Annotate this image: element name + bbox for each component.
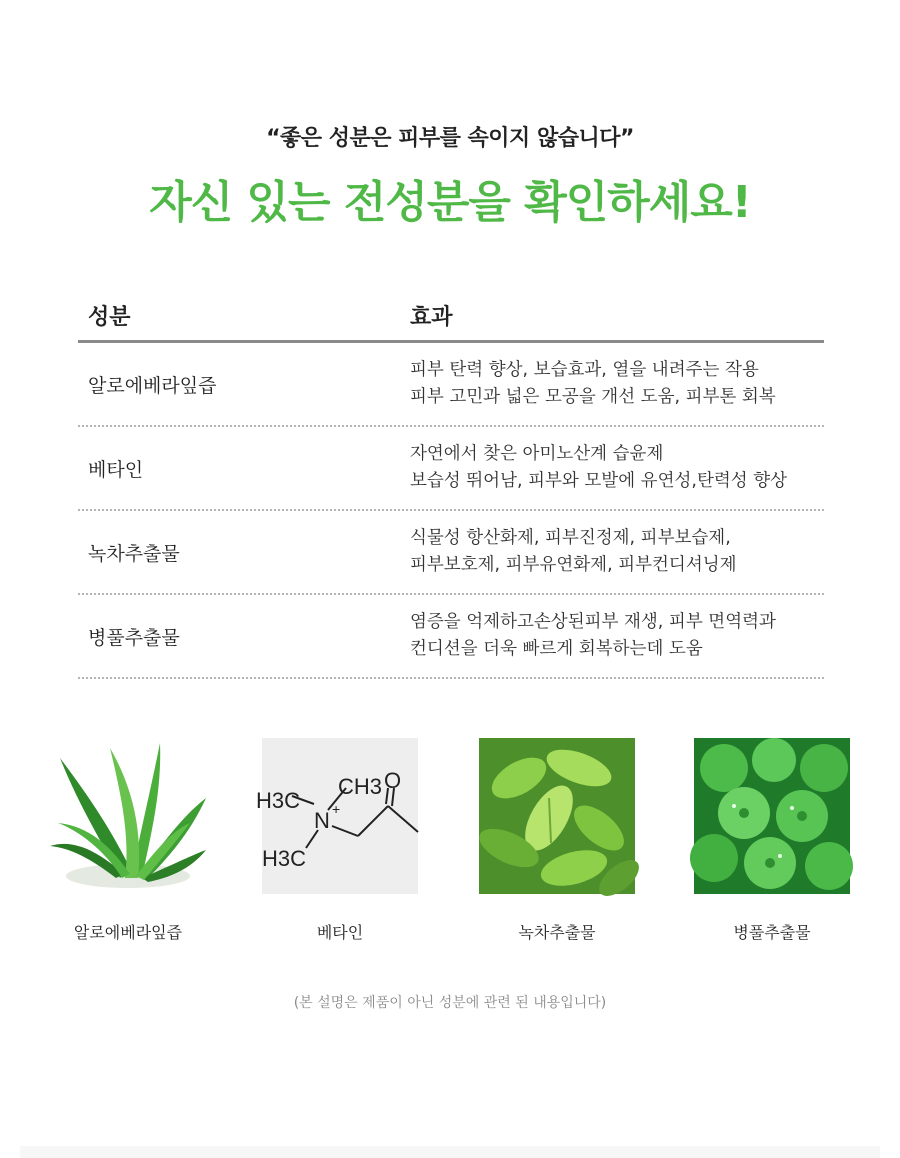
table-header (78, 300, 824, 343)
ingredient-effect (410, 441, 787, 495)
effect-line: 피부 탄력 향상, 보습효과, 열을 내려주는 작용 (410, 360, 759, 380)
ingredient-name: 알로에베라잎즙 (88, 374, 217, 397)
table-row (78, 343, 824, 427)
ingredient-table (78, 300, 824, 679)
gallery-caption: 알로에베라잎즙 (73, 923, 183, 942)
ingredient-name: 병풀추출물 (88, 626, 180, 649)
table-row (78, 595, 824, 679)
ingredient-name: 녹차추출물 (88, 542, 180, 565)
headline: 자신 있는 전성분을 확인하세요! (149, 177, 751, 228)
effect-line: 컨디션을 더욱 빠르게 회복하는데 도움 (410, 639, 703, 659)
effect-line: 피부보호제, 피부유연화제, 피부컨디셔닝제 (410, 555, 737, 575)
formula-oxygen: O (384, 768, 402, 793)
bottom-divider (20, 1146, 880, 1158)
gallery-item (48, 738, 208, 942)
gallery-caption: 병풀추출물 (733, 923, 811, 942)
formula-left-top: H3C (256, 788, 301, 813)
centella-leaves-image (694, 738, 850, 894)
ingredient-column-header: 성분 (88, 305, 131, 330)
effect-line: 자연에서 찾은 아미노산계 습윤제 (410, 444, 664, 464)
gallery-caption: 녹차추출물 (518, 923, 596, 942)
gallery-item (477, 738, 637, 942)
ingredient-effect (410, 357, 776, 411)
effect-line: 보습성 뛰어남, 피부와 모발에 유연성,탄력성 향상 (410, 471, 788, 491)
effect-line: 염증을 억제하고손상된피부 재생, 피부 면역력과 (410, 612, 776, 632)
betaine-structure-image (256, 738, 418, 894)
aloe-vera-image (50, 738, 206, 894)
green-tea-leaves-image (479, 738, 635, 894)
quote-text: “좋은 성분은 피부를 속이지 않습니다” (266, 126, 634, 151)
gallery-item (692, 738, 852, 942)
ingredient-effect (410, 609, 776, 663)
ingredient-gallery (0, 738, 900, 948)
formula-ch3-top: CH3 (338, 774, 383, 799)
gallery-item (256, 738, 420, 942)
ingredient-effect (410, 525, 737, 579)
formula-nitrogen: N (314, 808, 330, 833)
footnote: (본 설명은 제품이 아닌 성분에 관련 된 내용입니다) (293, 995, 607, 1011)
formula-left-bottom: H3C (262, 846, 307, 871)
formula-charge: + (332, 801, 341, 817)
effect-line: 식물성 항산화제, 피부진정제, 피부보습제, (410, 528, 731, 548)
table-row (78, 427, 824, 511)
ingredient-name: 베타인 (88, 458, 144, 481)
effect-line: 피부 고민과 넓은 모공을 개선 도움, 피부톤 회복 (410, 387, 776, 407)
table-row (78, 511, 824, 595)
effect-column-header: 효과 (410, 305, 453, 330)
gallery-caption: 베타인 (316, 923, 364, 942)
